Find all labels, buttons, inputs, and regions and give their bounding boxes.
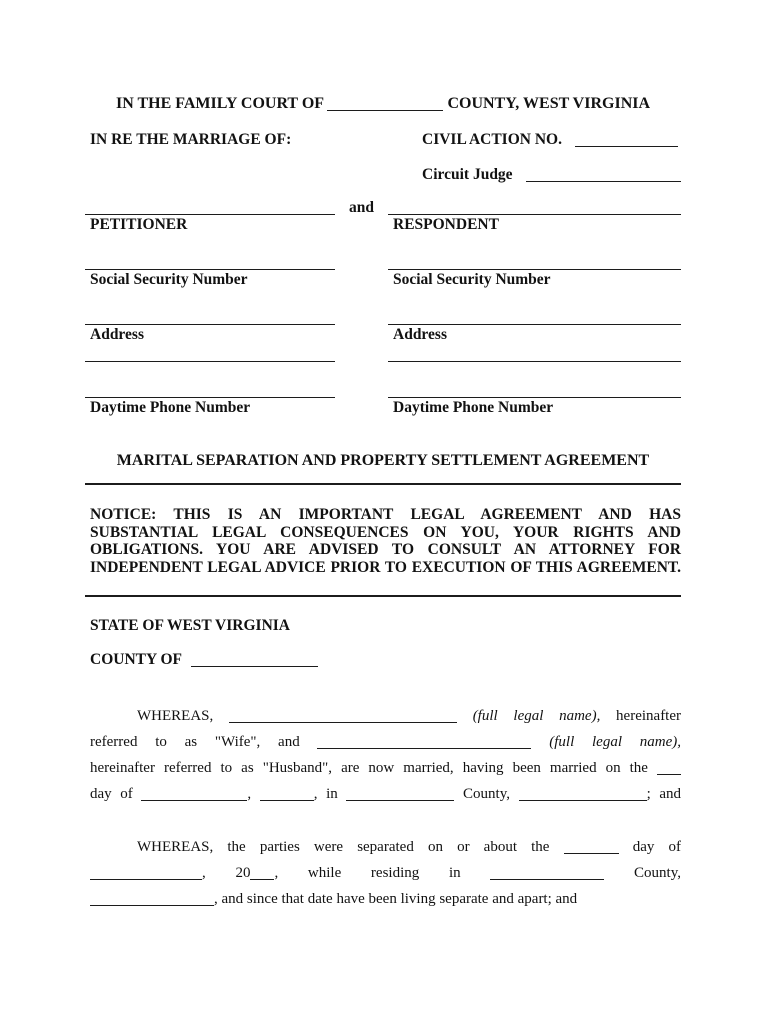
respondent-column xyxy=(388,200,681,417)
text-segment: day of xyxy=(618,838,681,855)
county-caption-row xyxy=(85,651,681,669)
separation-month-blank xyxy=(90,879,202,880)
text-segment: County, xyxy=(604,864,681,881)
text-segment: ; and xyxy=(646,785,682,802)
text-segment: (full legal name), xyxy=(472,707,601,724)
respondent-ssn-label: Social Security Number xyxy=(393,271,551,288)
text-segment: WHEREAS, xyxy=(137,707,229,724)
text-segment: COUNTY, WEST VIRGINIA xyxy=(443,95,651,112)
whereas-separation-paragraph xyxy=(85,834,681,912)
husband-name-blank xyxy=(317,748,531,749)
text-segment: , and since that date have been living separate and apart; and xyxy=(214,890,578,907)
whereas-marriage-paragraph xyxy=(85,703,681,807)
notice-line: NOTICE: THIS IS AN IMPORTANT LEGAL AGREEMENT AND HAS xyxy=(90,506,681,523)
petitioner-name-line xyxy=(85,214,335,215)
respondent-address-line xyxy=(388,324,681,325)
marriage-state-blank xyxy=(519,800,647,801)
petitioner-column xyxy=(85,200,335,417)
separation-year-blank xyxy=(250,879,274,880)
civil-action-no-blank xyxy=(575,146,678,147)
circuit-judge-label: Circuit Judge xyxy=(422,166,513,183)
paragraph-line xyxy=(90,729,681,755)
respondent-phone-label: Daytime Phone Number xyxy=(393,399,554,416)
notice-line: INDEPENDENT LEGAL ADVICE PRIOR TO EXECUTION OF THIS AGREEMENT. xyxy=(90,559,681,577)
respondent-address-label: Address xyxy=(393,326,447,343)
respondent-caption: RESPONDENT xyxy=(393,216,499,233)
paragraph-line xyxy=(90,781,681,807)
text-segment: (full legal name), xyxy=(549,733,681,750)
wife-name-blank xyxy=(229,722,457,723)
document-title: MARITAL SEPARATION AND PROPERTY SETTLEMENT AGREEMENT xyxy=(116,452,650,469)
text-segment: IN THE FAMILY COURT OF xyxy=(115,95,328,112)
petitioner-address-line-2 xyxy=(85,361,335,362)
text-segment: referred to as "Wife", and xyxy=(90,733,318,750)
spacer-cell xyxy=(85,166,422,184)
parties-block xyxy=(85,200,681,417)
court-county-blank xyxy=(327,110,443,111)
horizontal-rule-top xyxy=(85,483,681,485)
county-caption: COUNTY OF xyxy=(90,650,182,668)
notice-line: SUBSTANTIAL LEGAL CONSEQUENCES ON YOU, YOUR RIGHTS AND xyxy=(90,523,681,541)
respondent-ssn-line xyxy=(388,269,681,270)
petitioner-address-label: Address xyxy=(90,326,144,343)
case-caption-row xyxy=(85,131,681,149)
respondent-address-line-2 xyxy=(388,361,681,362)
respondent-name-line xyxy=(388,214,681,215)
petitioner-ssn-line xyxy=(85,269,335,270)
horizontal-rule-bottom xyxy=(85,595,681,597)
petitioner-phone-line xyxy=(85,397,335,398)
petitioner-ssn-label: Social Security Number xyxy=(90,271,248,288)
state-caption: STATE OF WEST VIRGINIA xyxy=(90,616,290,634)
text-segment: hereinafter xyxy=(600,707,682,724)
circuit-judge-blank xyxy=(526,181,681,182)
circuit-judge-cell xyxy=(422,166,681,184)
civil-action-label: CIVIL ACTION NO. xyxy=(422,131,562,148)
county-blank xyxy=(191,666,318,667)
text-segment: day of xyxy=(90,785,142,802)
text-segment: County, xyxy=(454,785,519,802)
marriage-month-blank xyxy=(141,800,247,801)
paragraph-line xyxy=(90,860,681,886)
in-re-caption: IN RE THE MARRIAGE OF: xyxy=(90,131,292,148)
petitioner-caption: PETITIONER xyxy=(90,216,188,233)
text-segment: , 20 xyxy=(202,864,251,881)
paragraph-line xyxy=(90,703,681,729)
paragraph-line xyxy=(90,755,681,781)
court-header xyxy=(85,95,681,112)
text-segment: , while residing in xyxy=(274,864,491,881)
marriage-day-blank xyxy=(657,774,681,775)
circuit-judge-row xyxy=(85,166,681,184)
marriage-county-blank xyxy=(346,800,454,801)
residence-county-blank xyxy=(490,879,604,880)
text-segment: , in xyxy=(313,785,347,802)
paragraph-line xyxy=(90,834,681,860)
separation-day-blank xyxy=(564,853,619,854)
text-segment xyxy=(531,734,549,750)
petitioner-address-line xyxy=(85,324,335,325)
residence-state-blank xyxy=(90,905,214,906)
text-segment: , xyxy=(247,785,260,802)
notice-paragraph xyxy=(85,506,681,577)
paragraph-line xyxy=(90,886,681,912)
petitioner-phone-label: Daytime Phone Number xyxy=(90,399,251,416)
civil-action-row xyxy=(422,131,681,149)
respondent-phone-line xyxy=(388,397,681,398)
notice-line: OBLIGATIONS. YOU ARE ADVISED TO CONSULT AN ATTORNEY FOR xyxy=(90,541,681,559)
text-segment xyxy=(457,708,473,724)
marriage-year-blank xyxy=(260,800,314,801)
text-segment: hereinafter referred to as "Husband", are now married, having been married on the xyxy=(90,759,657,776)
and-conjunction: and xyxy=(349,199,374,216)
text-segment: WHEREAS, the parties were separated on or about the xyxy=(137,838,564,855)
